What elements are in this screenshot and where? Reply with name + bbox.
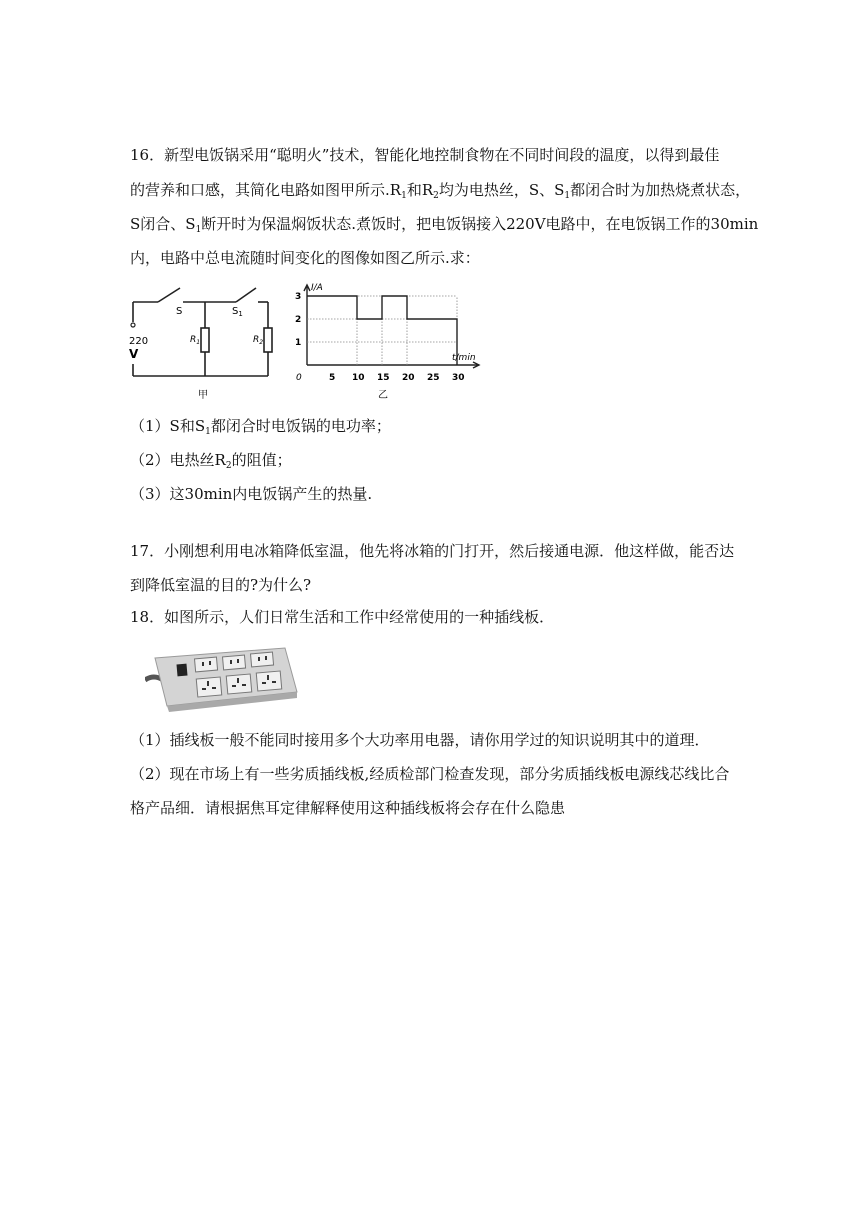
current-time-chart [287,280,487,405]
q16-part-2: （2）电热丝$R_2$的阻值； [130,451,292,471]
circuit-caption: 甲 [198,390,208,401]
q18-part-1: （1）插线板一般不能同时接用多个大功率用电器，请你用学过的知识说明其中的道理． [130,731,710,749]
switch-s1-label: $S_1$ [232,306,243,318]
power-strip-photo [145,640,300,718]
r1-label: $R_1$ [190,335,201,346]
x-tick-label: 20 [402,373,415,383]
x-axis-label: t/min [452,353,476,363]
q17-line-1: 17．小刚想利用电冰箱降低室温，他先将冰箱的门打开，然后接通电源．他这样做，能否达 [130,542,735,560]
r2-label: $R_2$ [253,335,264,346]
voltage-value: 220 [129,336,149,347]
q16-part-1: （1）S和$S_1$都闭合时电饭锅的电功率； [130,417,391,437]
switch-s-label: S [176,306,183,317]
q16-part-3: （3）这30min内电饭锅产生的热量. [130,485,373,503]
y-tick-label: 3 [295,292,302,302]
q16-line-3: S闭合、$S_1$断开时为保温焖饭状态.煮饭时，把电饭锅接入220V电路中，在电饭锅工作的30min [130,215,759,235]
x-tick-label: 25 [427,373,440,383]
q18-part-2-line-2: 格产品细．请根据焦耳定律解释使用这种插线板将会存在什么隐患 [130,799,566,817]
q16-line-1: 16．新型电饭锅采用“聪明火”技术，智能化地控制食物在不同时间段的温度，以得到最佳 [130,146,720,164]
x-tick-label: 10 [352,373,365,383]
chart-caption: 乙 [378,390,388,401]
x-tick-label: 5 [329,373,336,383]
q18-line-1: 18．如图所示，人们日常生活和工作中经常使用的一种插线板． [130,608,555,626]
power-switch-icon [176,664,187,677]
x-tick-label: 30 [452,373,465,383]
voltage-unit: V [129,347,139,361]
origin-label: 0 [296,373,302,383]
q16-line-4: 内，电路中总电流随时间变化的图像如图乙所示.求： [130,249,480,267]
y-tick-label: 2 [295,315,302,325]
y-axis-label: I/A [311,283,323,293]
circuit-diagram [128,280,288,405]
x-tick-label: 15 [377,373,390,383]
q16-line-2: 的营养和口感，其简化电路如图甲所示$.R_1$和$R_2$均为电热丝，S、$S_1$都闭合时为加热烧煮状态， [130,181,751,201]
y-tick-label: 1 [295,338,302,348]
q18-part-2-line-1: （2）现在市场上有一些劣质插线板,经质检部门检查发现，部分劣质插线板电源线芯线比合 [130,765,730,783]
q17-line-2: 到降低室温的目的?为什么? [130,576,312,594]
